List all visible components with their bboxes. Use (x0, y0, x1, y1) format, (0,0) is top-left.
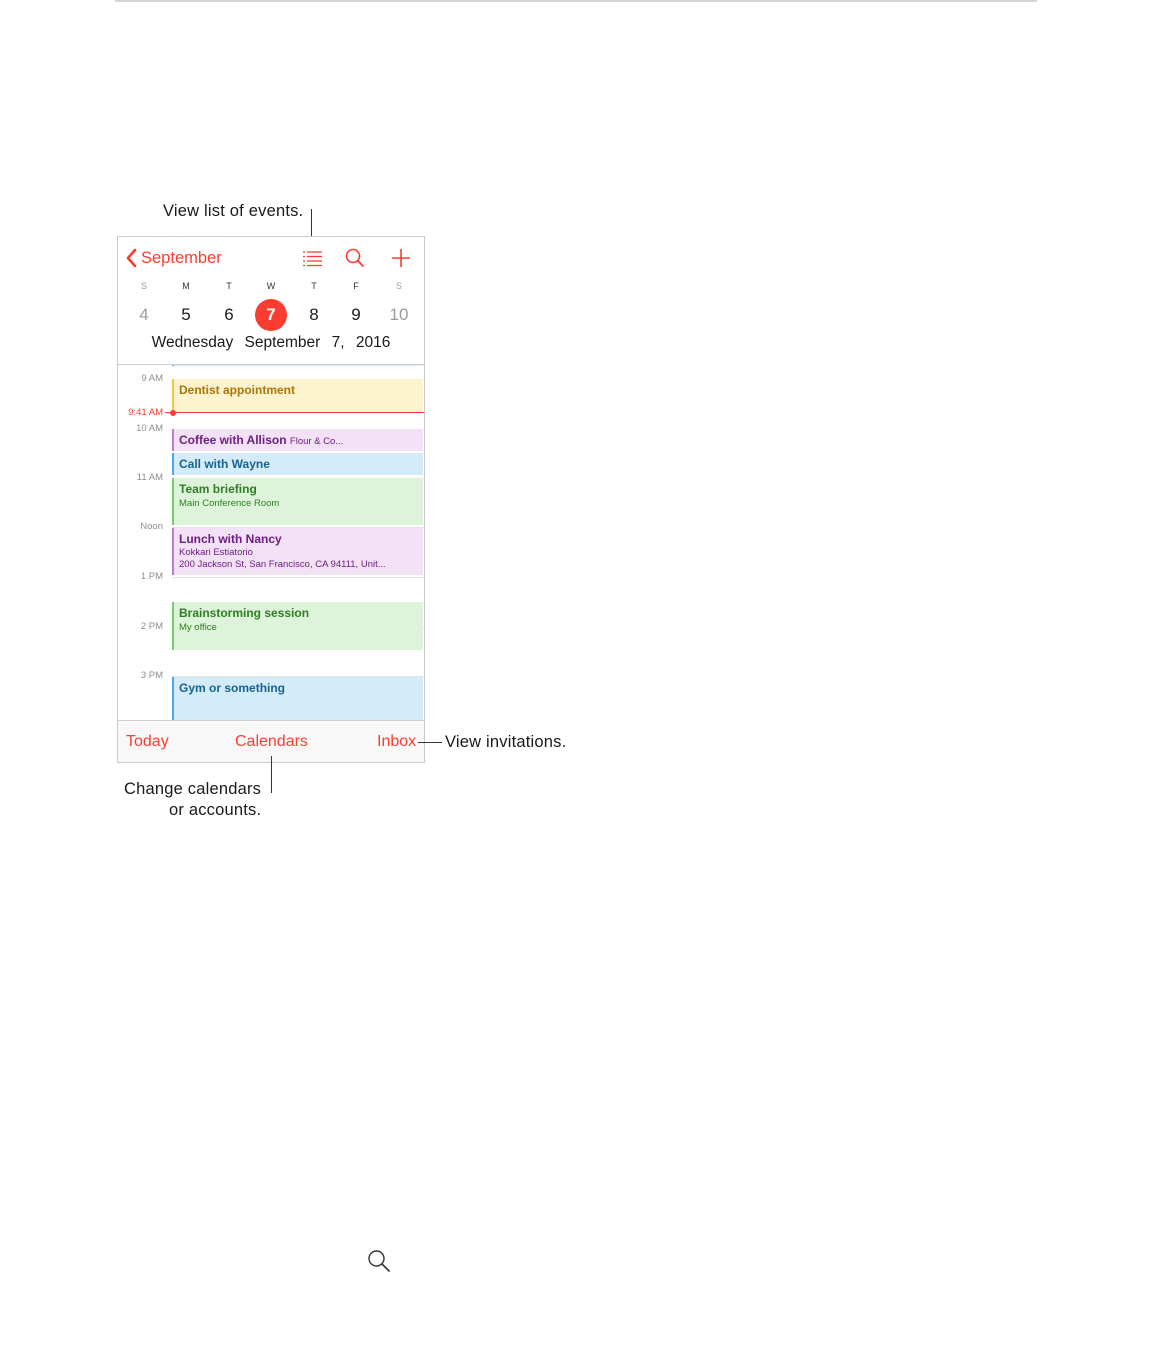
event-location-inline: Flour & Co... (289, 436, 344, 447)
hour-label: Noon (140, 521, 163, 532)
plus-icon (389, 246, 413, 270)
hour-label: 2 PM (140, 621, 163, 632)
navigation-bar (118, 237, 424, 277)
event-title (179, 433, 423, 447)
event-title: Brainstorming session (179, 606, 310, 620)
list-icon (300, 246, 324, 270)
event-block[interactable] (172, 528, 423, 575)
event-block[interactable] (172, 602, 423, 650)
weekday-label: W (266, 281, 276, 291)
callout-invitations-leader (418, 742, 442, 743)
back-to-month-button[interactable] (125, 247, 222, 269)
callout-change-calendars-line1: Change calendars (124, 780, 262, 798)
callout-view-list: View list of events. (163, 202, 304, 220)
event-title: Team briefing (179, 482, 257, 496)
selected-date-cell[interactable]: 7 (255, 299, 287, 331)
callout-change-calendars-line2: or accounts. (169, 801, 262, 819)
event-title: Dentist appointment (179, 383, 295, 397)
page-top-rule (115, 0, 1037, 2)
weekday-label: F (353, 281, 359, 291)
event-block[interactable] (172, 677, 423, 720)
event-block[interactable] (172, 379, 423, 412)
date-cell[interactable]: 4 (139, 305, 149, 324)
date-cell[interactable]: 8 (309, 305, 319, 324)
hour-label: 3 PM (140, 670, 163, 681)
event-title-text: Coffee with Allison (179, 433, 287, 447)
event-title: Call with Wayne (179, 457, 270, 471)
chevron-left-icon (125, 248, 137, 268)
event-location: My office (179, 622, 217, 633)
hour-label: 11 AM (136, 472, 163, 483)
event-block[interactable] (172, 429, 423, 451)
inbox-button[interactable]: Inbox (377, 733, 417, 750)
weekday-label: M (182, 281, 190, 291)
event-title: Gym or something (179, 681, 286, 695)
hour-gridline (172, 577, 424, 578)
event-location: Main Conference Room (179, 498, 280, 509)
list-view-button[interactable] (300, 246, 324, 270)
callout-calendars-leader (271, 756, 272, 793)
weekday-label: S (140, 281, 147, 291)
back-label: September (141, 248, 222, 267)
date-cell[interactable]: 5 (181, 305, 191, 324)
date-cell[interactable]: 9 (351, 305, 361, 324)
today-button[interactable]: Today (126, 733, 169, 750)
weekday-label: T (226, 281, 232, 291)
weekday-header (118, 281, 424, 293)
weekday-label: T (311, 281, 317, 291)
event-block[interactable] (172, 453, 423, 475)
current-time-line (175, 412, 424, 413)
search-icon (366, 1248, 392, 1274)
hour-label: 9 AM (141, 373, 163, 384)
selected-date-label: Wednesday September 7, 2016 (151, 334, 391, 351)
date-cell[interactable]: 10 (389, 305, 409, 324)
event-block-partial[interactable] (172, 365, 423, 366)
event-title: Lunch with Nancy (179, 532, 282, 546)
add-event-button[interactable] (389, 246, 413, 270)
callout-view-invitations: View invitations. (445, 733, 567, 751)
current-time-dot (170, 410, 176, 416)
week-date-strip (118, 299, 424, 331)
search-icon (343, 246, 367, 270)
hour-label: 10 AM (136, 423, 163, 434)
calendars-button[interactable]: Calendars (235, 733, 308, 750)
date-cell[interactable]: 6 (224, 305, 234, 324)
event-location: Kokkari Estiatorio (179, 547, 253, 558)
current-time-label: 9:41 AM (128, 407, 163, 418)
day-timeline[interactable] (118, 365, 424, 720)
weekday-label: S (395, 281, 402, 291)
search-button[interactable] (343, 246, 367, 270)
event-block[interactable] (172, 478, 423, 525)
hour-label: 1 PM (140, 571, 163, 582)
event-address: 200 Jackson St, San Francisco, CA 94111, Unit... (179, 559, 386, 570)
calendar-day-view (117, 236, 425, 763)
